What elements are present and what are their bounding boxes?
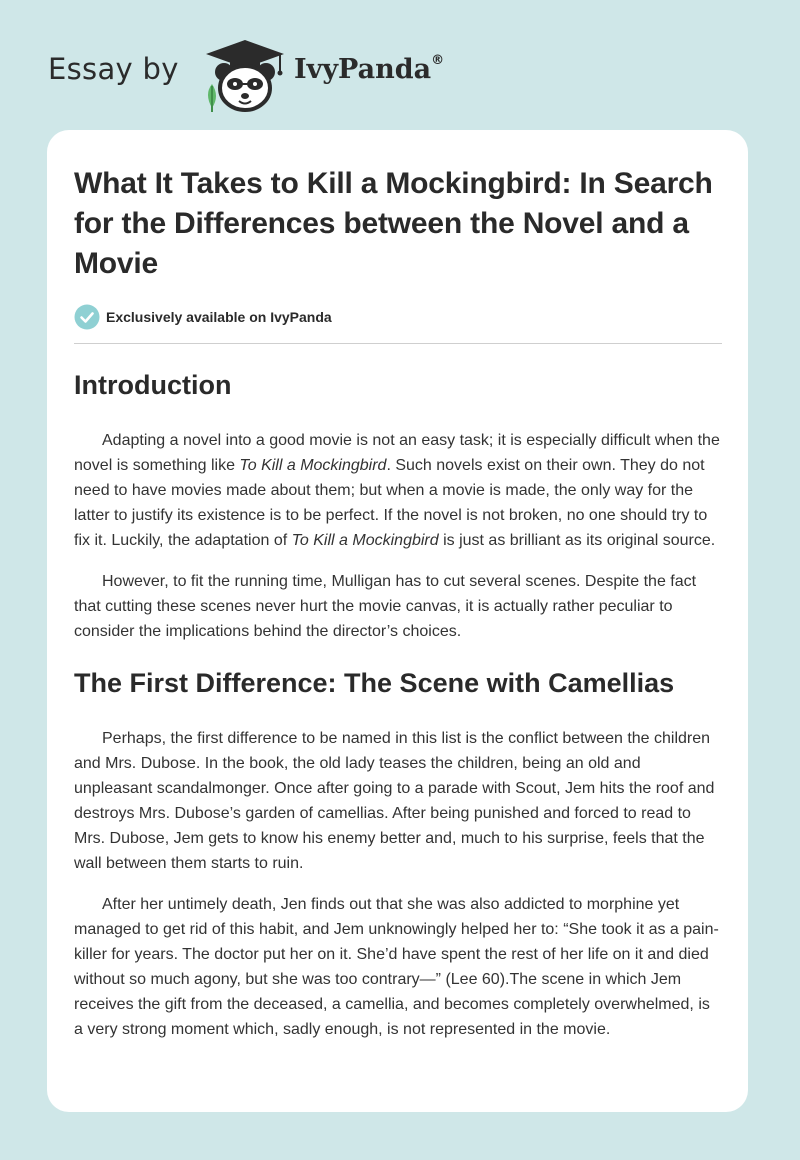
- paragraph-text: is just as brilliant as its original source.: [438, 532, 716, 549]
- essay-by-label: Essay by: [48, 52, 179, 86]
- paragraph: However, to fit the running time, Mulligan has to cut several scenes. Despite the fact that cutting these scenes never hurt the movie canvas, it is actually rather peculiar to consider the implications behind the director’s choices.: [74, 573, 697, 640]
- paragraph-text: Adapting a novel into a good movie is not an easy task; it is especially difficult when the novel is something like: [74, 432, 720, 474]
- check-badge-icon: [74, 304, 100, 330]
- paragraph: [74, 428, 722, 553]
- registered-mark: ®: [431, 53, 445, 68]
- paragraph: After her untimely death, Jen finds out that she was also addicted to morphine yet managed to get rid of this habit, and Jem unknowingly helped her to: “She took it as a pain-killer for years. The doctor put her on it. She’d have spent the rest of her life on it and died without so much agony, but she was too contrary—” (Lee 60).The scene in which Jem receives the gift from the deceased, a camellia, and becomes completely overwhelmed, is a very strong moment which, sadly enough, is not represented in the movie.: [74, 896, 719, 1038]
- exclusive-badge: [74, 304, 722, 330]
- site-header: [48, 30, 468, 110]
- badge-text: Exclusively available on IvyPanda: [106, 309, 332, 325]
- brand-name[interactable]: [294, 54, 444, 85]
- brand-text: IvyPanda: [294, 54, 432, 85]
- section-heading-introduction: Introduction: [74, 370, 232, 400]
- book-title-italic: To Kill a Mockingbird: [239, 457, 387, 474]
- title-divider: [74, 343, 722, 344]
- panda-logo-icon[interactable]: [200, 36, 290, 114]
- section-heading-first-difference: The First Difference: The Scene with Camellias: [74, 668, 675, 698]
- paragraph-text: . Such novels exist on their own. They do not need to have movies made about them; but when a movie is made, the only way for the latter to justify its existence is to be perfect. If the novel is not broken, no one should try to fix it. Luckily, the adaptation of: [74, 457, 708, 549]
- paragraph: Perhaps, the first difference to be named in this list is the conflict between the children and Mrs. Dubose. In the book, the old lady teases the children, being an old and unpleasant scandalmonger. Once after going to a parade with Scout, Jem hits the roof and destroys Mrs. Dubose’s garden of camellias. After being punished and forced to read to Mrs. Dubose, Jem gets to know his enemy better and, much to his surprise, feels that the wall between them starts to ruin.: [74, 730, 715, 872]
- book-title-italic: To Kill a Mockingbird: [291, 532, 439, 549]
- essay-card: [47, 130, 748, 1112]
- essay-title: What It Takes to Kill a Mockingbird: In Search for the Differences between the Novel and a Movie: [74, 167, 713, 280]
